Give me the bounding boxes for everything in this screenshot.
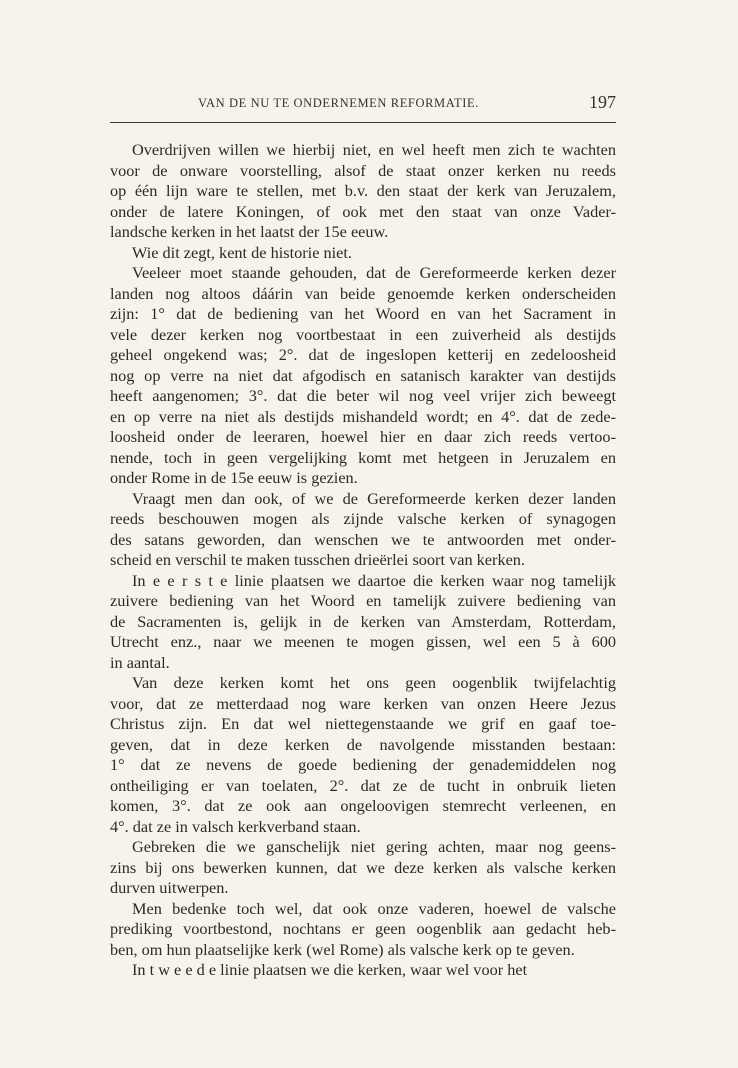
text-line: op één lijn ware te stellen, met b.v. den staat der kerk van Jeruzalem, [110,181,616,200]
body-text [110,140,616,981]
text-line: zins bij ons bewerken kunnen, dat we deze kerken als valsche kerken [110,857,616,877]
text-line: nog op verre na niet dat afgodisch en satanisch karakter van destijds [110,365,616,385]
text-line: des satans geworden, dan wenschen we te antwoorden met onder- [110,529,616,549]
text-line: onder Rome in de 15e eeuw is gezien. [110,468,358,487]
page-header [108,92,616,118]
page-number: 197 [589,92,616,112]
text-line: 1° dat ze nevens de goede bediening der genademiddelen nog [110,755,616,774]
text-line: voor, dat ze metterdaad nog ware kerken van onzen Heere Jezus [110,693,616,713]
text-line: Overdrijven willen we hierbij niet, en wel heeft men zich te wachten [132,140,616,159]
running-title: VAN DE NU TE ONDERNEMEN REFORMATIE. [198,96,479,110]
text-line: onder de latere Koningen, of ook met den staat van onze Vader- [110,201,616,221]
text-line: de Sacramenten is, gelijk in de kerken van Amsterdam, Rotterdam, [110,611,616,631]
text-line: ben, om hun plaatselijke kerk (wel Rome) als valsche kerk op te geven. [110,939,575,959]
text-line: landsche kerken in het laatst der 15e eeuw. [110,222,389,241]
text-line: geheel ongekend was; 2°. dat de ingeslopen ketterij en zedeloosheid [110,345,616,364]
text-line: Men bedenke toch wel, dat ook onze vaderen, hoewel de valsche [132,898,616,918]
text-line: vele dezer kerken nog voortbestaat in een zuiverheid als destijds [110,324,616,344]
text-line: Veeleer moet staande gehouden, dat de Gereformeerde kerken dezer [132,263,616,282]
text-line: voor de onware voorstelling, alsof de staat onzer kerken nu reeds [110,160,616,180]
text-line: reeds beschouwen mogen als zijnde valsche kerken of synagogen [110,509,616,528]
text-line: 4°. dat ze in valsch kerkverband staan. [110,816,361,836]
text-line: scheid en verschil te maken tusschen drieërlei soort van kerken. [110,550,526,569]
text-line: ontheiliging er van toelaten, 2°. dat ze de tucht in onbruik lieten [110,775,616,795]
text-line: en op verre na niet als destijds mishandeld wordt; en 4°. dat de zede- [110,406,616,426]
text-line: Wie dit zegt, kent de historie niet. [132,242,352,262]
text-line: Utrecht enz., naar we meenen te mogen gissen, wel een 5 à 600 [110,632,616,651]
text-line: Gebreken die we ganschelijk niet gering achten, maar nog geens- [132,837,616,856]
text-line: In e e r s t e linie plaatsen we daartoe die kerken waar nog tamelijk [132,570,616,590]
text-line: prediking voortbestond, nochtans er geen oogenblik aan gedacht heb- [110,919,616,938]
text-line: heeft aangenomen; 3°. dat die beter wil nog veel vrijer zich beweegt [110,386,616,405]
text-line: komen, 3°. dat ze ook aan ongeloovigen stemrecht verleenen, en [110,796,616,815]
text-line: loosheid onder de leeraren, hoewel hier en daar zich reeds vertoo- [110,427,616,446]
text-line: Christus zijn. En dat wel niettegenstaande we grif en gaaf toe- [110,714,616,733]
text-line: Vraagt men dan ook, of we de Gereformeerde kerken dezer landen [132,488,616,508]
text-line: Van deze kerken komt het ons geen oogenblik twijfelachtig [132,673,616,692]
text-line: zijn: 1° dat de bediening van het Woord en van het Sacrament in [110,304,616,323]
text-line: In t w e e d e linie plaatsen we die kerken, waar wel voor het [132,960,528,979]
text-line: zuivere bediening van het Woord en tamelijk zuivere bediening van [110,591,616,610]
text-line: nende, toch in geen vergelijking komt met hetgeen in Jeruzalem en [110,447,616,467]
header-rule [110,122,616,123]
text-line: durven uitwerpen. [110,878,229,897]
text-line: landen nog altoos dáárin van beide genoemde kerken onderscheiden [110,283,616,303]
text-line: in aantal. [110,652,170,672]
text-line: geven, dat in deze kerken de navolgende misstanden bestaan: [110,734,616,754]
